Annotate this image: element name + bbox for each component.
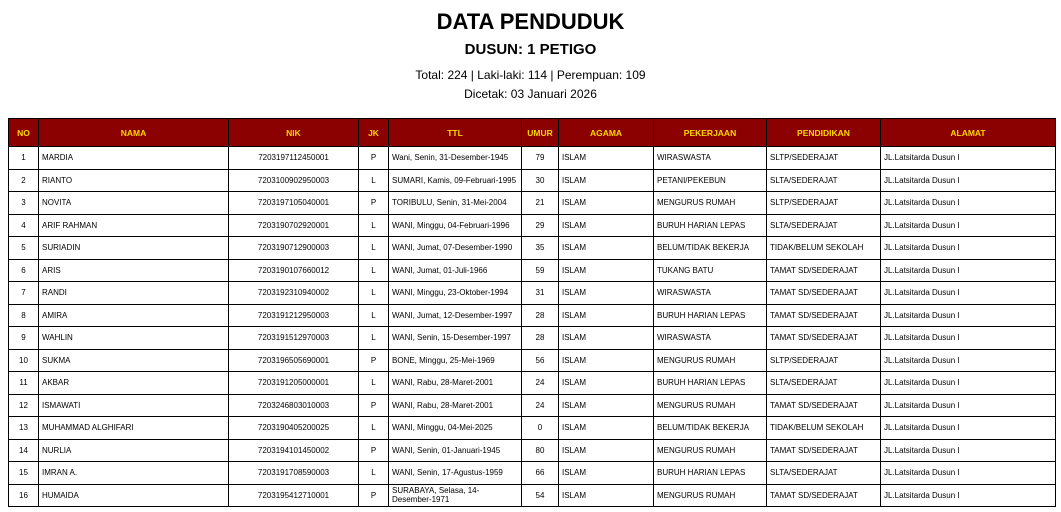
cell-alamat: JL.Latsitarda Dusun I (881, 237, 1056, 260)
cell-pendidikan: SLTA/SEDERAJAT (767, 372, 881, 395)
cell-jk: L (359, 169, 389, 192)
cell-pekerjaan: BELUM/TIDAK BEKERJA (654, 237, 767, 260)
cell-pendidikan: TAMAT SD/SEDERAJAT (767, 484, 881, 507)
cell-ttl: WANI, Minggu, 23-Oktober-1994 (389, 282, 522, 305)
cell-no: 8 (9, 304, 39, 327)
cell-umur: 59 (522, 259, 559, 282)
cell-no: 3 (9, 192, 39, 215)
column-header-agama: AGAMA (559, 119, 654, 147)
cell-pekerjaan: MENGURUS RUMAH (654, 439, 767, 462)
cell-nik: 7203197112450001 (229, 147, 359, 170)
cell-jk: L (359, 304, 389, 327)
cell-umur: 21 (522, 192, 559, 215)
cell-nik: 7203190712900003 (229, 237, 359, 260)
table-row (9, 237, 1056, 260)
population-table (8, 118, 1056, 507)
cell-jk: P (359, 349, 389, 372)
cell-pekerjaan: BURUH HARIAN LEPAS (654, 214, 767, 237)
cell-ttl: WANI, Senin, 15-Desember-1997 (389, 327, 522, 350)
print-date: Dicetak: 03 Januari 2026 (464, 87, 597, 101)
cell-jk: L (359, 214, 389, 237)
cell-jk: L (359, 372, 389, 395)
cell-umur: 80 (522, 439, 559, 462)
cell-nik: 7203195412710001 (229, 484, 359, 507)
cell-pendidikan: TAMAT SD/SEDERAJAT (767, 439, 881, 462)
cell-ttl: WANI, Jumat, 07-Desember-1990 (389, 237, 522, 260)
table-row (9, 169, 1056, 192)
cell-no: 9 (9, 327, 39, 350)
population-summary: Total: 224 | Laki-laki: 114 | Perempuan: 109 (415, 68, 646, 82)
cell-alamat: JL.Latsitarda Dusun I (881, 304, 1056, 327)
cell-agama: ISLAM (559, 349, 654, 372)
table-row (9, 304, 1056, 327)
cell-nama: RANDI (39, 282, 229, 305)
cell-pekerjaan: WIRASWASTA (654, 327, 767, 350)
cell-umur: 54 (522, 484, 559, 507)
cell-nik: 7203196505690001 (229, 349, 359, 372)
cell-alamat: JL.Latsitarda Dusun I (881, 147, 1056, 170)
cell-jk: L (359, 462, 389, 485)
cell-agama: ISLAM (559, 214, 654, 237)
cell-no: 1 (9, 147, 39, 170)
cell-jk: P (359, 484, 389, 507)
table-row (9, 484, 1056, 507)
cell-nik: 7203190107660012 (229, 259, 359, 282)
cell-pekerjaan: BELUM/TIDAK BEKERJA (654, 417, 767, 440)
cell-agama: ISLAM (559, 259, 654, 282)
cell-agama: ISLAM (559, 372, 654, 395)
cell-umur: 31 (522, 282, 559, 305)
cell-nama: ARIS (39, 259, 229, 282)
cell-nik: 7203194101450002 (229, 439, 359, 462)
cell-jk: L (359, 237, 389, 260)
cell-no: 10 (9, 349, 39, 372)
cell-pendidikan: SLTA/SEDERAJAT (767, 214, 881, 237)
cell-ttl: SUMARI, Kamis, 09-Februari-1995 (389, 169, 522, 192)
cell-umur: 0 (522, 417, 559, 440)
cell-no: 14 (9, 439, 39, 462)
cell-pekerjaan: BURUH HARIAN LEPAS (654, 462, 767, 485)
cell-umur: 66 (522, 462, 559, 485)
column-header-pekerjaan: PEKERJAAN (654, 119, 767, 147)
table-row (9, 462, 1056, 485)
cell-no: 2 (9, 169, 39, 192)
cell-jk: L (359, 282, 389, 305)
cell-no: 6 (9, 259, 39, 282)
cell-nama: RIANTO (39, 169, 229, 192)
cell-jk: L (359, 327, 389, 350)
cell-nik: 7203192310940002 (229, 282, 359, 305)
cell-pendidikan: TAMAT SD/SEDERAJAT (767, 394, 881, 417)
cell-pendidikan: SLTP/SEDERAJAT (767, 349, 881, 372)
cell-nama: NURLIA (39, 439, 229, 462)
cell-ttl: TORIBULU, Senin, 31-Mei-2004 (389, 192, 522, 215)
cell-pekerjaan: BURUH HARIAN LEPAS (654, 304, 767, 327)
table-row (9, 282, 1056, 305)
cell-pekerjaan: WIRASWASTA (654, 282, 767, 305)
column-header-nik: NIK (229, 119, 359, 147)
cell-agama: ISLAM (559, 327, 654, 350)
cell-nama: MARDIA (39, 147, 229, 170)
cell-jk: P (359, 192, 389, 215)
cell-pendidikan: TAMAT SD/SEDERAJAT (767, 304, 881, 327)
column-header-pendidikan: PENDIDIKAN (767, 119, 881, 147)
column-header-alamat: ALAMAT (881, 119, 1056, 147)
cell-nama: ISMAWATI (39, 394, 229, 417)
cell-nik: 7203197105040001 (229, 192, 359, 215)
cell-nik: 7203246803010003 (229, 394, 359, 417)
cell-alamat: JL.Latsitarda Dusun I (881, 259, 1056, 282)
cell-no: 5 (9, 237, 39, 260)
column-header-nama: NAMA (39, 119, 229, 147)
cell-no: 13 (9, 417, 39, 440)
cell-ttl: SURABAYA, Selasa, 14-Desember-1971 (389, 484, 522, 507)
cell-pekerjaan: TUKANG BATU (654, 259, 767, 282)
cell-ttl: WANI, Senin, 01-Januari-1945 (389, 439, 522, 462)
cell-alamat: JL.Latsitarda Dusun I (881, 282, 1056, 305)
cell-pekerjaan: BURUH HARIAN LEPAS (654, 372, 767, 395)
cell-agama: ISLAM (559, 192, 654, 215)
column-header-jk: JK (359, 119, 389, 147)
cell-agama: ISLAM (559, 304, 654, 327)
cell-umur: 24 (522, 372, 559, 395)
cell-umur: 24 (522, 394, 559, 417)
cell-jk: L (359, 259, 389, 282)
cell-pendidikan: SLTP/SEDERAJAT (767, 147, 881, 170)
cell-no: 7 (9, 282, 39, 305)
cell-ttl: WANI, Minggu, 04-Mei-2025 (389, 417, 522, 440)
cell-nama: MUHAMMAD ALGHIFARI (39, 417, 229, 440)
cell-alamat: JL.Latsitarda Dusun I (881, 214, 1056, 237)
cell-alamat: JL.Latsitarda Dusun I (881, 349, 1056, 372)
cell-alamat: JL.Latsitarda Dusun I (881, 484, 1056, 507)
cell-umur: 28 (522, 304, 559, 327)
cell-ttl: WANI, Jumat, 01-Juli-1966 (389, 259, 522, 282)
cell-ttl: WANI, Minggu, 04-Februari-1996 (389, 214, 522, 237)
cell-umur: 30 (522, 169, 559, 192)
table-row (9, 147, 1056, 170)
page-title: DATA PENDUDUK (436, 9, 625, 34)
cell-agama: ISLAM (559, 394, 654, 417)
cell-pendidikan: TIDAK/BELUM SEKOLAH (767, 417, 881, 440)
cell-pekerjaan: MENGURUS RUMAH (654, 349, 767, 372)
cell-pendidikan: SLTA/SEDERAJAT (767, 462, 881, 485)
cell-nama: SUKMA (39, 349, 229, 372)
cell-ttl: WANI, Jumat, 12-Desember-1997 (389, 304, 522, 327)
cell-pendidikan: TAMAT SD/SEDERAJAT (767, 259, 881, 282)
cell-jk: P (359, 147, 389, 170)
cell-pendidikan: SLTA/SEDERAJAT (767, 169, 881, 192)
cell-nama: HUMAIDA (39, 484, 229, 507)
cell-umur: 29 (522, 214, 559, 237)
cell-alamat: JL.Latsitarda Dusun I (881, 327, 1056, 350)
cell-nik: 7203191512970003 (229, 327, 359, 350)
cell-agama: ISLAM (559, 147, 654, 170)
cell-alamat: JL.Latsitarda Dusun I (881, 372, 1056, 395)
cell-ttl: WANI, Rabu, 28-Maret-2001 (389, 394, 522, 417)
column-header-ttl: TTL (389, 119, 522, 147)
cell-agama: ISLAM (559, 484, 654, 507)
cell-no: 11 (9, 372, 39, 395)
cell-agama: ISLAM (559, 462, 654, 485)
cell-alamat: JL.Latsitarda Dusun I (881, 192, 1056, 215)
table-row (9, 394, 1056, 417)
table-row (9, 192, 1056, 215)
cell-pendidikan: TAMAT SD/SEDERAJAT (767, 327, 881, 350)
cell-agama: ISLAM (559, 237, 654, 260)
cell-alamat: JL.Latsitarda Dusun I (881, 417, 1056, 440)
table-row (9, 439, 1056, 462)
dusun-subtitle: DUSUN: 1 PETIGO (464, 41, 597, 58)
cell-ttl: BONE, Minggu, 25-Mei-1969 (389, 349, 522, 372)
cell-alamat: JL.Latsitarda Dusun I (881, 462, 1056, 485)
cell-nama: SURIADIN (39, 237, 229, 260)
cell-nama: AKBAR (39, 372, 229, 395)
table-row (9, 327, 1056, 350)
cell-pekerjaan: MENGURUS RUMAH (654, 484, 767, 507)
column-header-umur: UMUR (522, 119, 559, 147)
cell-nik: 7203191212950003 (229, 304, 359, 327)
cell-pekerjaan: WIRASWASTA (654, 147, 767, 170)
cell-nik: 7203100902950003 (229, 169, 359, 192)
cell-alamat: JL.Latsitarda Dusun I (881, 394, 1056, 417)
cell-no: 15 (9, 462, 39, 485)
cell-jk: P (359, 439, 389, 462)
cell-nama: AMIRA (39, 304, 229, 327)
cell-ttl: WANI, Senin, 17-Agustus-1959 (389, 462, 522, 485)
cell-agama: ISLAM (559, 417, 654, 440)
cell-ttl: Wani, Senin, 31-Desember-1945 (389, 147, 522, 170)
cell-pendidikan: TAMAT SD/SEDERAJAT (767, 282, 881, 305)
table-row (9, 372, 1056, 395)
cell-pendidikan: TIDAK/BELUM SEKOLAH (767, 237, 881, 260)
cell-umur: 79 (522, 147, 559, 170)
cell-agama: ISLAM (559, 169, 654, 192)
cell-agama: ISLAM (559, 282, 654, 305)
cell-pekerjaan: PETANI/PEKEBUN (654, 169, 767, 192)
cell-pekerjaan: MENGURUS RUMAH (654, 394, 767, 417)
cell-nik: 7203191205000001 (229, 372, 359, 395)
table-row (9, 417, 1056, 440)
cell-pekerjaan: MENGURUS RUMAH (654, 192, 767, 215)
cell-umur: 35 (522, 237, 559, 260)
cell-pendidikan: SLTP/SEDERAJAT (767, 192, 881, 215)
cell-no: 4 (9, 214, 39, 237)
table-row (9, 214, 1056, 237)
cell-alamat: JL.Latsitarda Dusun I (881, 169, 1056, 192)
cell-nama: WAHLIN (39, 327, 229, 350)
cell-nik: 7203191708590003 (229, 462, 359, 485)
cell-agama: ISLAM (559, 439, 654, 462)
cell-alamat: JL.Latsitarda Dusun I (881, 439, 1056, 462)
cell-no: 12 (9, 394, 39, 417)
cell-nama: ARIF RAHMAN (39, 214, 229, 237)
cell-jk: L (359, 417, 389, 440)
cell-no: 16 (9, 484, 39, 507)
cell-nama: NOVITA (39, 192, 229, 215)
cell-nik: 7203190702920001 (229, 214, 359, 237)
cell-jk: P (359, 394, 389, 417)
table-header-row (9, 119, 1056, 147)
column-header-no: NO (9, 119, 39, 147)
cell-nama: IMRAN A. (39, 462, 229, 485)
cell-nik: 7203190405200025 (229, 417, 359, 440)
table-row (9, 259, 1056, 282)
cell-ttl: WANI, Rabu, 28-Maret-2001 (389, 372, 522, 395)
table-row (9, 349, 1056, 372)
table-body (9, 147, 1056, 507)
cell-umur: 28 (522, 327, 559, 350)
cell-umur: 56 (522, 349, 559, 372)
